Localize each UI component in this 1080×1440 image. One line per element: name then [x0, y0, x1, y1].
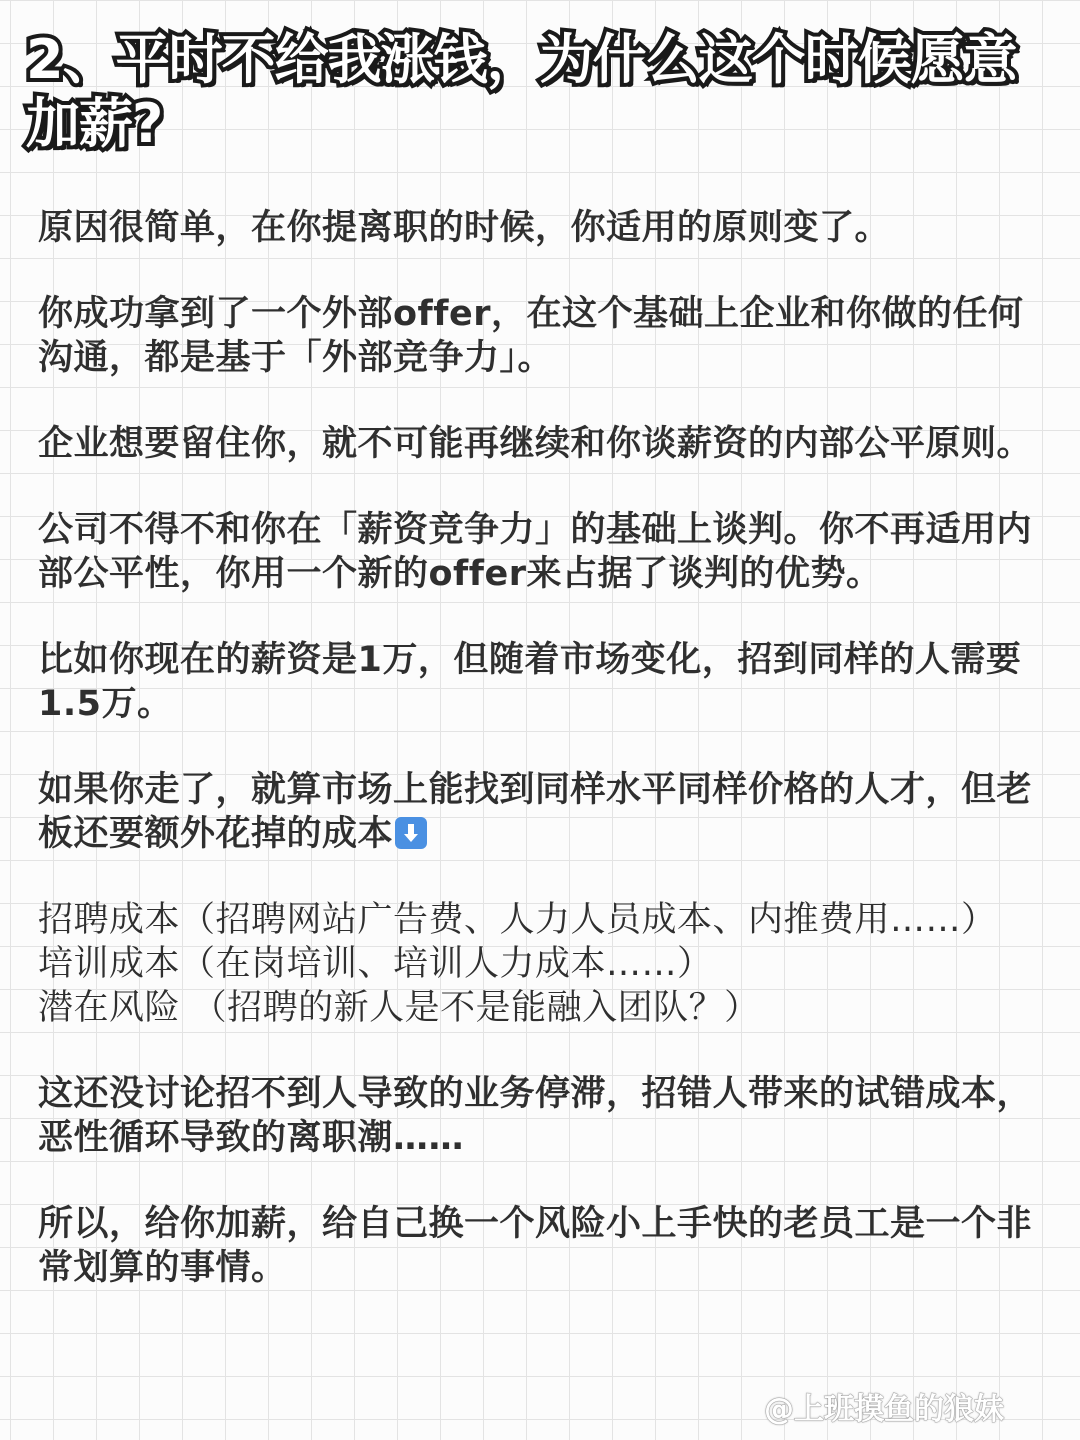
article-body	[38, 206, 1048, 1332]
cost-list-item-risk: 潜在风险 （招聘的新人是不是能融入团队？）	[38, 988, 760, 1028]
paragraph-4: 公司不得不和你在「薪资竞争力」的基础上谈判。你不再适用内部公平性，你用一个新的offer来占据了谈判的优势。	[38, 510, 1033, 594]
paragraph-3: 企业想要留住你，就不可能再继续和你谈薪资的内部公平原则。	[38, 424, 1033, 464]
cost-list-item-recruitment: 招聘成本（招聘网站广告费、人力人员成本、内推费用……）	[38, 900, 997, 940]
paragraph-2: 你成功拿到了一个外部offer，在这个基础上企业和你做的任何沟通，都是基于「外部竞争力」。	[38, 294, 1024, 378]
paragraph-1: 原因很简单，在你提离职的时候，你适用的原则变了。	[38, 208, 891, 248]
paragraph-8: 所以，给你加薪，给自己换一个风险小上手快的老员工是一个非常划算的事情。	[38, 1204, 1033, 1288]
down-arrow-icon	[395, 817, 427, 849]
cost-list	[38, 898, 1048, 1030]
paragraph-5: 比如你现在的薪资是1万，但随着市场变化，招到同样的人需要1.5万。	[38, 640, 1022, 724]
page-title: 2、平时不给我涨钱，为什么这个时候愿意加薪?	[26, 28, 1017, 155]
author-watermark: @上班摸鱼的狼妹	[764, 1392, 1004, 1427]
paragraph-6-text: 如果你走了，就算市场上能找到同样水平同样价格的人才，但老板还要额外花掉的成本	[38, 770, 1033, 854]
cost-list-item-training: 培训成本（在岗培训、培训人力成本……）	[38, 944, 713, 984]
paragraph-6	[38, 768, 1048, 856]
paragraph-7: 这还没讨论招不到人导致的业务停滞，招错人带来的试错成本，恶性循环导致的离职潮……	[38, 1074, 1033, 1158]
